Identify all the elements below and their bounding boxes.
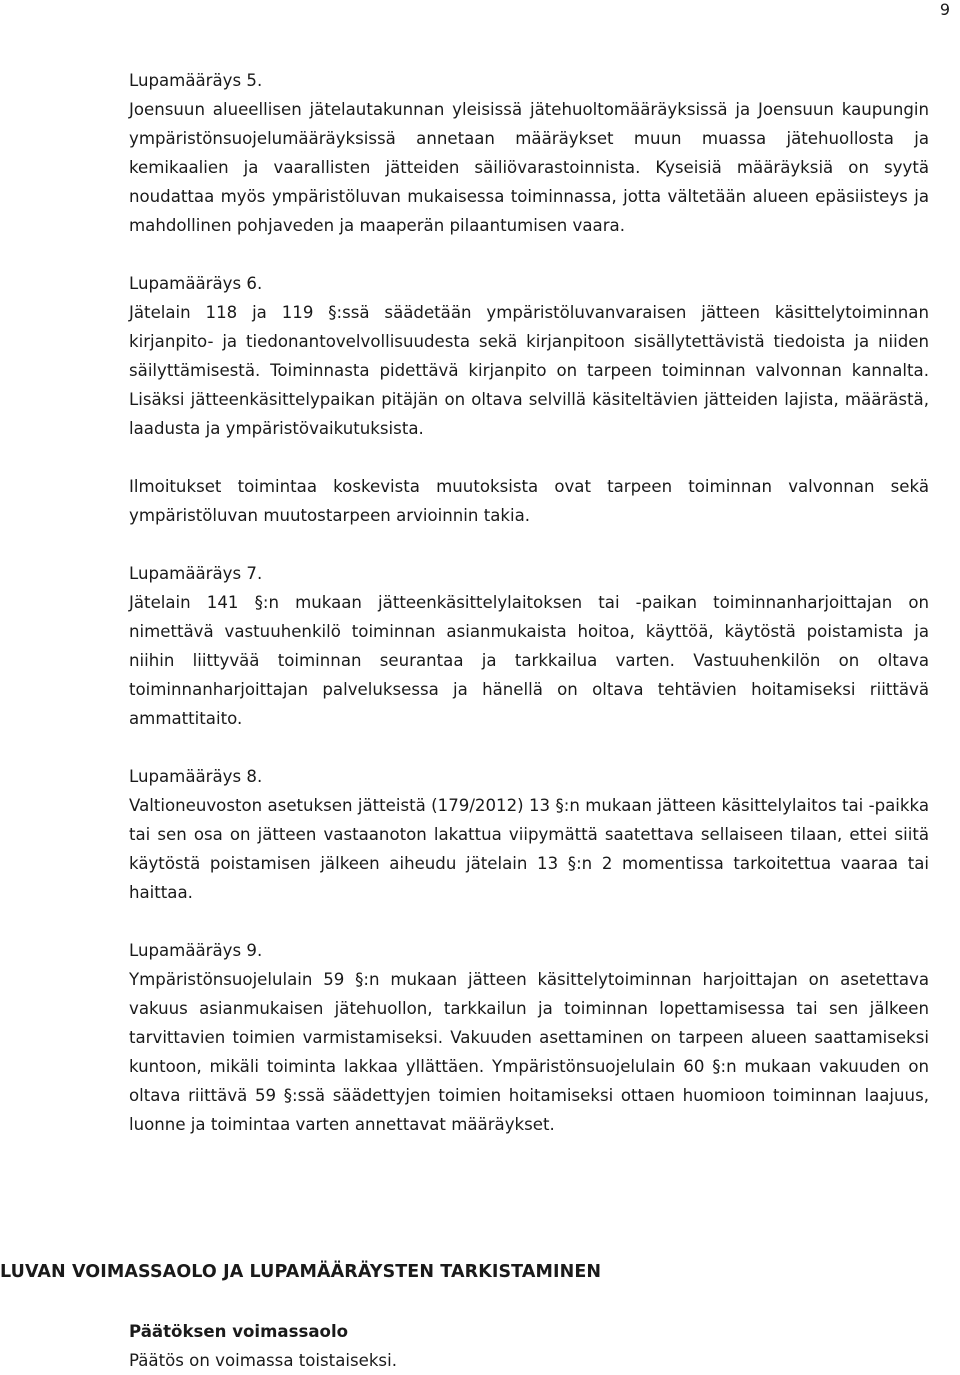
section-lupamaarays-7 [129, 559, 929, 733]
paragraph: Valtioneuvoston asetuksen jätteistä (179/2012) 13 §:n mukaan jätteen käsittelylaitos tai -paikka tai sen osa on jätteen vastaanoton lakattua viipymättä saatettava sellaiseen tilaan, ettei siitä käytöstä poistamisen jälkeen aiheudu jätelain 13 §:n 2 momentissa tarkoitettua vaaraa tai haittaa. [129, 796, 929, 902]
paragraph: Ympäristönsuojelulain 59 §:n mukaan jätteen käsittelytoiminnan harjoittajan on asetettava vakuus asianmukaisen jätehuollon, tarkkailun ja toiminnan lopettamisessa tai sen jälkeen tarvittavien toimien varmistamiseksi. Vakuuden asettaminen on tarpeen alueen saattamiseksi kuntoon, mikäli toiminta lakkaa yllättäen. Ympäristönsuojelulain 60 §:n mukaan vakuuden on oltava riittävä 59 §:ssä säädettyjen toimien hoitamiseksi ottaen huomioon toiminnan laajuus, luonne ja toimintaa varten annettavat määräykset. [129, 970, 929, 1134]
section-heading: Lupamääräys 9. [129, 941, 263, 960]
document-body [129, 66, 929, 1139]
section-heading: Lupamääräys 8. [129, 767, 263, 786]
page-number: 9 [939, 0, 950, 19]
main-section-title: LUVAN VOIMASSAOLO JA LUPAMÄÄRÄYSTEN TARKISTAMINEN [0, 1262, 602, 1282]
section-lupamaarays-8 [129, 762, 929, 907]
paragraph: Jätelain 118 ja 119 §:ssä säädetään ympäristöluvanvaraisen jätteen käsittelytoiminnan kirjanpito- ja tiedonantovelvollisuudesta sekä kirjanpitoon sisällytettävistä tiedoista ja niiden säilyttämisestä. Toiminnasta pidettävä kirjanpito on tarpeen toiminnan valvonnan kannalta. Lisäksi jätteenkäsittelypaikan pitäjän on oltava selvillä käsiteltävien jätteiden lajista, määrästä, laadusta ja ympäristövaikutuksista. [129, 303, 929, 438]
section-lupamaarays-5 [129, 66, 929, 240]
section-lupamaarays-6 [129, 269, 929, 530]
subsection-text: Päätös on voimassa toistaiseksi. [129, 1351, 397, 1370]
section-heading: Lupamääräys 7. [129, 564, 263, 583]
paragraph: Joensuun alueellisen jätelautakunnan yleisissä jätehuoltomääräyksissä ja Joensuun kaupungin ympäristönsuojelumääräyksissä annetaan määräykset muun muassa jätehuollosta ja kemikaalien ja vaarallisten jätteiden säiliövarastoinnista. Kyseisiä määräyksiä on syytä noudattaa myös ympäristöluvan mukaisessa toiminnassa, jotta vältetään alueen epäsiisteys ja mahdollinen pohjaveden ja maaperän pilaantumisen vaara. [129, 100, 929, 235]
section-heading: Lupamääräys 6. [129, 274, 263, 293]
paragraph: Jätelain 141 §:n mukaan jätteenkäsittelylaitoksen tai -paikan toiminnanharjoittajan on nimettävä vastuuhenkilö toiminnan asianmukaista hoitoa, käyttöä, käytöstä poistamista ja niihin liittyvää toiminnan seurantaa ja tarkkailua varten. Vastuuhenkilön on oltava toiminnanharjoittajan palveluksessa ja hänellä on oltava tehtävien hoitamiseksi riittävä ammattitaito. [129, 593, 929, 728]
subsection-heading: Päätöksen voimassaolo [129, 1322, 349, 1341]
paragraph: Ilmoitukset toimintaa koskevista muutoksista ovat tarpeen toiminnan valvonnan sekä ympäristöluvan muutostarpeen arvioinnin takia. [129, 477, 929, 525]
section-lupamaarays-9 [129, 936, 929, 1139]
section-heading: Lupamääräys 5. [129, 71, 263, 90]
subsection-voimassaolo [129, 1317, 929, 1375]
